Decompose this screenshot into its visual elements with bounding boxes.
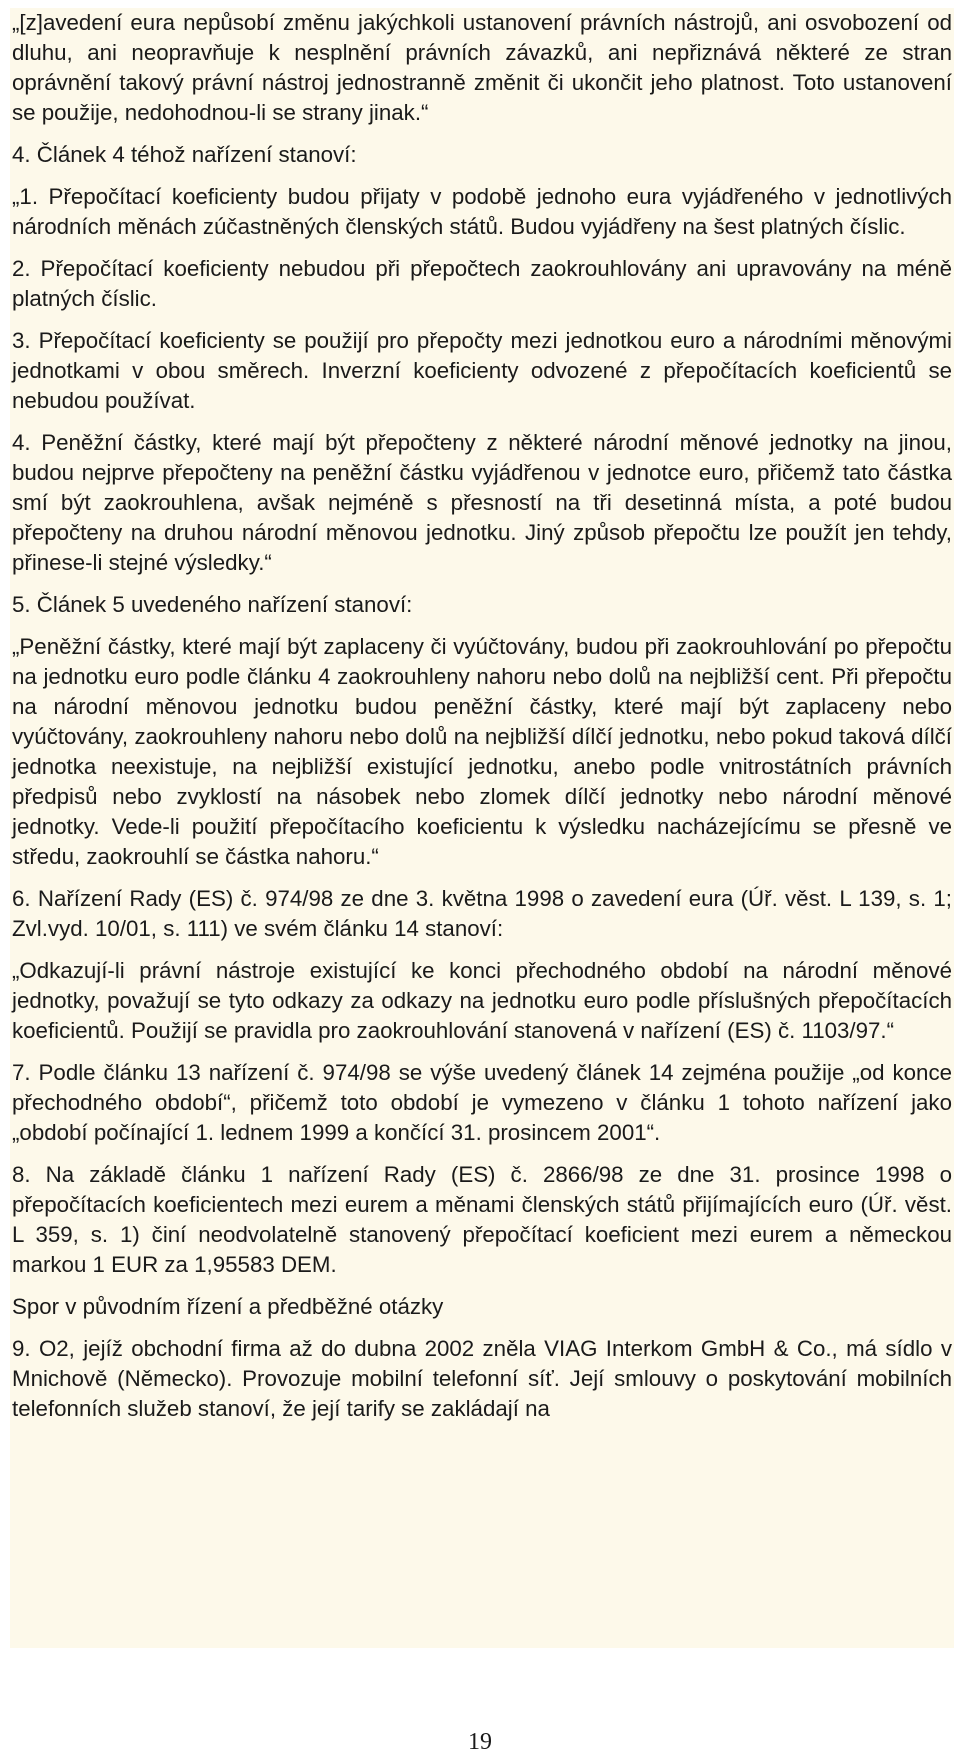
paragraph-article-4-point-1: „1. Přepočítací koeficienty budou přijaty v podobě jednoho eura vyjádřeného v jednotlivých národních měnách zúčastněných členských států. Budou vyjádřeny na šest platných číslic. — [12, 184, 952, 239]
paragraph-article-4-point-2: 2. Přepočítací koeficienty nebudou při přepočtech zaokrouhlovány ani upravovány na méně platných číslic. — [12, 256, 952, 311]
text-area — [10, 8, 954, 1648]
paragraph-9-o2: 9. O2, jejíž obchodní firma až do dubna 2002 zněla VIAG Interkom GmbH & Co., má sídlo v Mnichově (Německo). Provozuje mobilní telefonní síť. Její smlouvy o poskytování mobilních telefonních služeb stanoví, že její tarify se zakládají na — [12, 1336, 952, 1421]
section-heading-dispute: Spor v původním řízení a předběžné otázky — [12, 1294, 444, 1319]
paragraph-article-5-quote: „Peněžní částky, které mají být zaplaceny či vyúčtovány, budou při zaokrouhlování po přepočtu na jednotku euro podle článku 4 zaokrouhleny nahoru nebo dolů na nejbližší cent. Při přepočtu na národní měnovou jednotku budou peněžní částky, které mají být zaplaceny nebo vyúčtovány, zaokrouhleny nahoru nebo dolů na nejbližší dílčí jednotku, nebo pokud taková dílčí jednotka neexistuje, na nejbližší existující jednotku, anebo podle vnitrostátních právních předpisů nebo zvyklostí na násobek nebo zlomek dílčí jednotky nebo národní měnové jednotky. Vede-li použití přepočítacího koeficientu k výsledku nacházejícímu se přesně ve středu, zaokrouhlí se částka nahoru.“ — [12, 634, 952, 869]
paragraph-7-article-13: 7. Podle článku 13 nařízení č. 974/98 se výše uvedený článek 14 zejména použije „od konce přechodného období“, přičemž toto období je vymezeno v článku 1 tohoto nařízení jako „období počínající 1. lednem 1999 a končící 31. prosincem 2001“. — [12, 1060, 952, 1145]
page-number: 19 — [468, 1729, 492, 1755]
paragraph-6-regulation-974-98: 6. Nařízení Rady (ES) č. 974/98 ze dne 3. května 1998 o zavedení eura (Úř. věst. L 139, s. 1; Zvl.vyd. 10/01, s. 111) ve svém článku 14 stanoví: — [12, 886, 952, 941]
paragraph-article-5-intro: 5. Článek 5 uvedeného nařízení stanoví: — [12, 592, 413, 617]
paragraph-article-14-quote: „Odkazují-li právní nástroje existující ke konci přechodného období na národní měnové jednotky, považují se tyto odkazy za odkazy na jednotku euro podle příslušných přepočítacích koeficientů. Použijí se pravidla pro zaokrouhlování stanovená v nařízení (ES) č. 1103/97.“ — [12, 958, 952, 1043]
paragraph-quote-euro-introduction: „[z]avedení eura nepůsobí změnu jakýchkoli ustanovení právních nástrojů, ani osvobození od dluhu, ani neopravňuje k nesplnění právních závazků, ani nepřiznává některé ze stran oprávnění takový právní nástroj jednostranně změnit či ukončit jeho platnost. Toto ustanovení se použije, nedohodnou-li se strany jinak.“ — [12, 10, 952, 125]
paragraph-article-4-point-3: 3. Přepočítací koeficienty se použijí pro přepočty mezi jednotkou euro a národními měnovými jednotkami v obou směrech. Inverzní koeficienty odvozené z přepočítacích koeficientů se nebudou používat. — [12, 328, 952, 413]
paragraph-article-4-intro: 4. Článek 4 téhož nařízení stanoví: — [12, 142, 357, 167]
document-body — [12, 8, 952, 1436]
paragraph-article-4-point-4: 4. Peněžní částky, které mají být přepočteny z některé národní měnové jednotky na jinou, budou nejprve přepočteny na peněžní částku vyjádřenou v jednotce euro, přičemž tato částka smí být zaokrouhlena, avšak nejméně s přesností na tři desetinná místa, a poté budou přepočteny na druhou národní měnovou jednotku. Jiný způsob přepočtu lze použít jen tehdy, přinese-li stejné výsledky.“ — [12, 430, 952, 575]
paragraph-8-conversion-rate: 8. Na základě článku 1 nařízení Rady (ES) č. 2866/98 ze dne 31. prosince 1998 o přepočítacích koeficientech mezi eurem a měnami členských států přijímajících euro (Úř. věst. L 359, s. 1) činí neodvolatelně stanovený přepočítací koeficient mezi eurem a německou markou 1 EUR za 1,95583 DEM. — [12, 1162, 952, 1277]
